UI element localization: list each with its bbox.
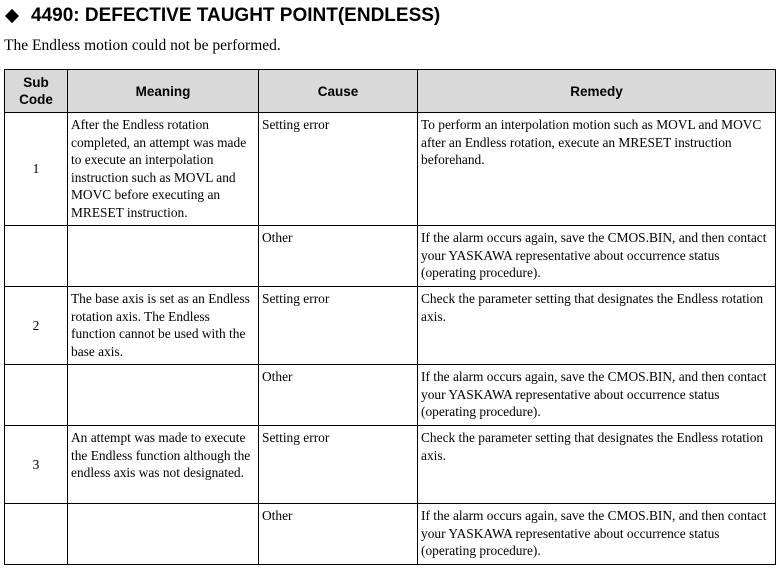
alarm-description: The Endless motion could not be performed. <box>4 37 281 54</box>
remedy-cell: To perform an interpolation motion such as MOVL and MOVC after an Endless rotation, execute an MRESET instruction beforehand. <box>418 113 776 226</box>
header-sub-code: Sub Code <box>5 70 68 113</box>
table-header-row <box>5 70 776 113</box>
table-row <box>5 426 776 504</box>
meaning-cell: After the Endless rotation completed, an attempt was made to execute an interpolation instruction such as MOVL and MOVC before executing an MRESET instruction. <box>68 113 259 226</box>
alarm-title: 4490: DEFECTIVE TAUGHT POINT(ENDLESS) <box>31 5 441 26</box>
alarm-heading <box>4 3 440 29</box>
empty-cell <box>68 365 259 426</box>
remedy-cell: Check the parameter setting that designates the Endless rotation axis. <box>418 426 776 504</box>
table-row <box>5 365 776 426</box>
cause-cell: Other <box>259 504 418 565</box>
sub-code-cell: 3 <box>5 426 68 504</box>
empty-cell <box>68 504 259 565</box>
empty-cell <box>5 365 68 426</box>
cause-cell: Setting error <box>259 113 418 226</box>
empty-cell <box>5 504 68 565</box>
remedy-cell: If the alarm occurs again, save the CMOS.BIN, and then contact your YASKAWA representative about occurrence status (operating procedure). <box>418 504 776 565</box>
table-row <box>5 504 776 565</box>
table-row <box>5 226 776 287</box>
empty-cell <box>68 226 259 287</box>
cause-cell: Other <box>259 365 418 426</box>
empty-cell <box>5 226 68 287</box>
meaning-cell: An attempt was made to execute the Endless function although the endless axis was not designated. <box>68 426 259 504</box>
sub-code-cell: 2 <box>5 287 68 365</box>
header-cause: Cause <box>259 70 418 113</box>
cause-cell: Setting error <box>259 426 418 504</box>
header-meaning: Meaning <box>68 70 259 113</box>
meaning-cell: The base axis is set as an Endless rotation axis. The Endless function cannot be used with the base axis. <box>68 287 259 365</box>
cause-cell: Setting error <box>259 287 418 365</box>
sub-code-cell: 1 <box>5 113 68 226</box>
remedy-cell: If the alarm occurs again, save the CMOS.BIN, and then contact your YASKAWA representative about occurrence status (operating procedure). <box>418 365 776 426</box>
table-row <box>5 287 776 365</box>
table-row <box>5 113 776 226</box>
cause-cell: Other <box>259 226 418 287</box>
remedy-cell: Check the parameter setting that designates the Endless rotation axis. <box>418 287 776 365</box>
diamond-bullet-icon <box>5 9 19 23</box>
alarm-table <box>4 69 776 565</box>
remedy-cell: If the alarm occurs again, save the CMOS.BIN, and then contact your YASKAWA representative about occurrence status (operating procedure). <box>418 226 776 287</box>
header-remedy: Remedy <box>418 70 776 113</box>
